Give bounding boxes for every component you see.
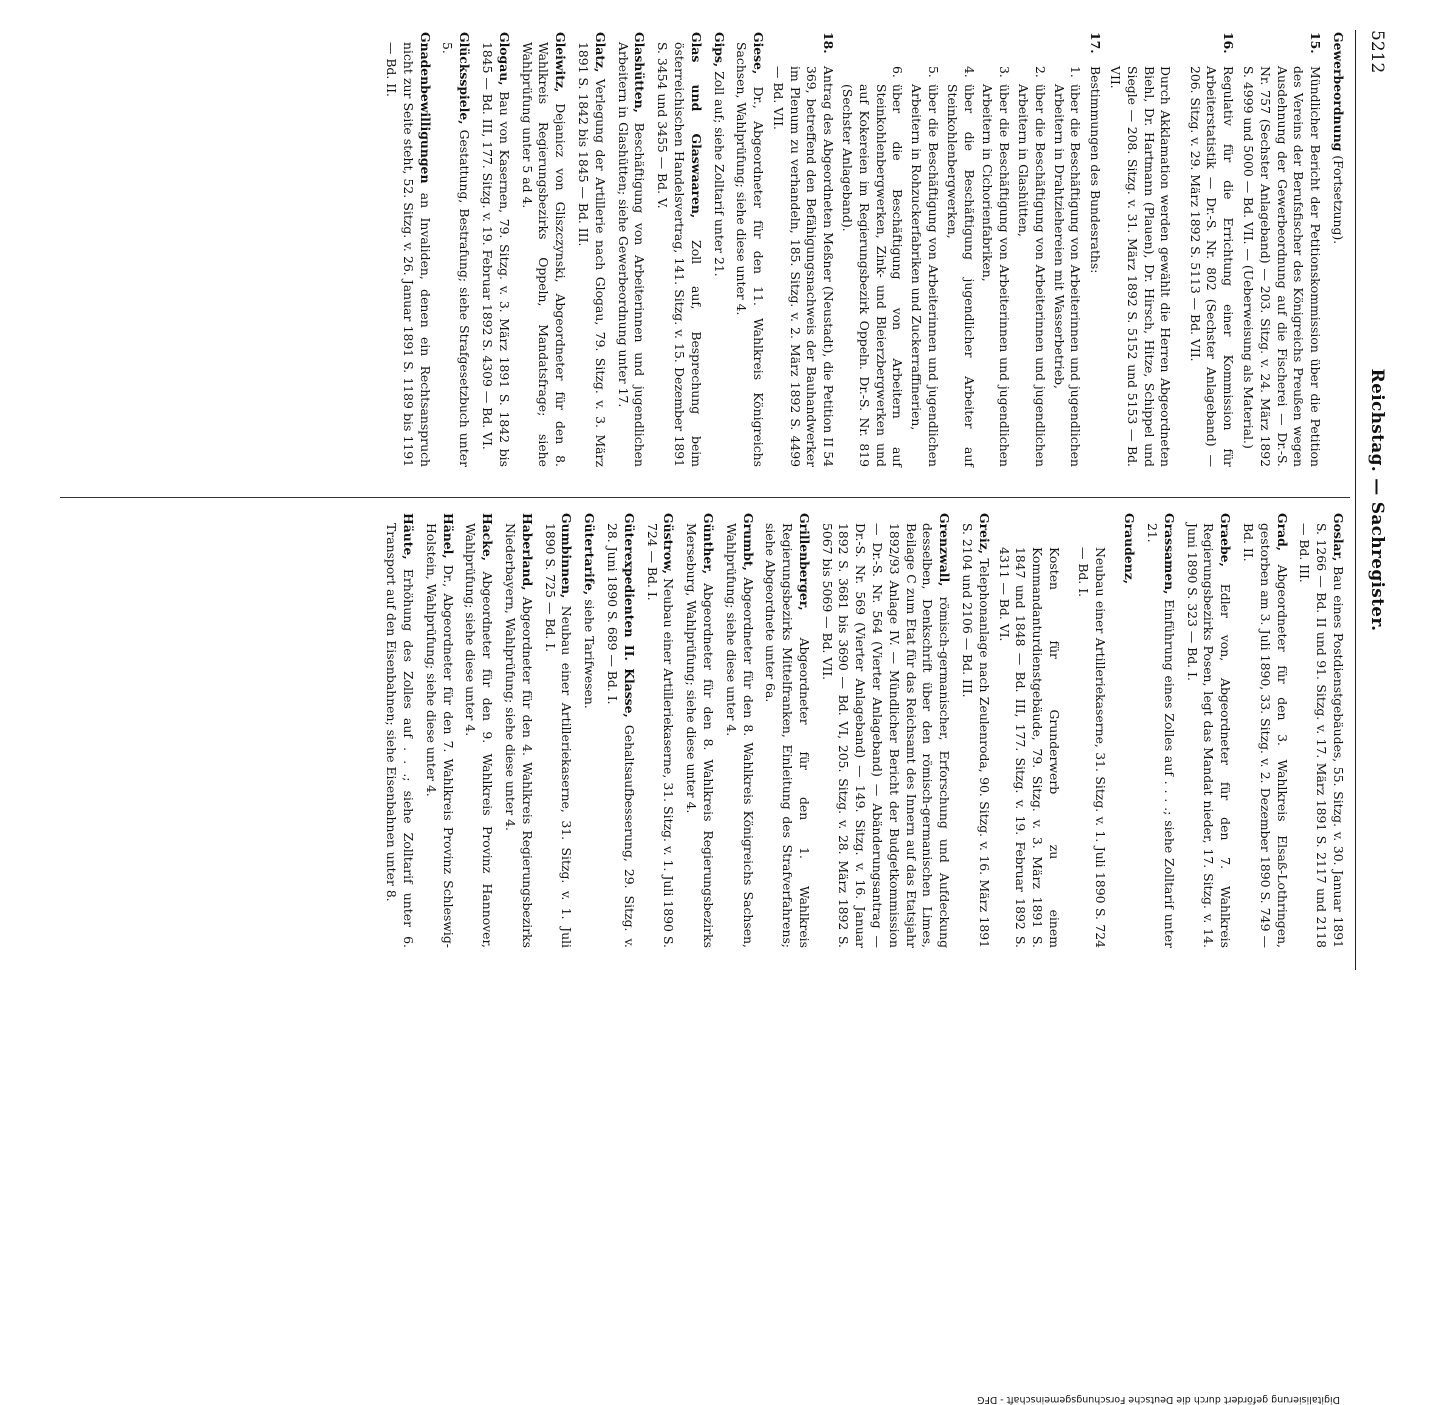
entry-guetertarife [580, 513, 597, 948]
entry-heading: Güterexpedienten II. Klasse, [621, 513, 637, 718]
entry-text: Telephonanlage nach Zeulenroda, 90. Sitzg. v. 16. März 1891 S. 2104 und 2106 — Bd. III. [960, 523, 992, 948]
entry-text: Gestattung, Bestrafung; siehe Strafgesetzbuch unter 5. [440, 42, 473, 467]
subentry-text: Bestimmungen des Bundesraths: [1088, 66, 1104, 274]
entry-heading: Glücksspiele, [457, 32, 473, 125]
entry-text: Zoll auf, Besprechung beim österreichischen Handelsvertrag, 141. Sitzg. v. 15. Dezember 1891 S. 3454 und 3455 — Bd. V. [655, 42, 704, 467]
entry-grassamen [1143, 513, 1177, 948]
entry-text: Abgeordneter für den 1. Wahlkreis Regierungsbezirks Mittelfranken, Einleitung des Strafverfahrens; siehe Abgeordnete unter 6a. [763, 523, 812, 948]
entry-graudenz-line: Kosten für Grunderwerb zu einem Kommandanturdienstgebäude, 79. Sitzg. v. 3. März 1891 S. 1847 und 1848 — Bd. III, 177. Sitzg. v. 19. Februar 1892 S. 4311 — Bd. VI. [996, 547, 1063, 948]
entry-heading: Günther, [700, 513, 716, 575]
subentry-number: 15. [1308, 32, 1324, 54]
subentry-17 [1086, 32, 1103, 467]
entry-goslar [1296, 513, 1346, 948]
entry-text: Dejanicz von Gliszczynski, Abgeordneter für den 8. Wahlkreis Regierungsbezirks Oppeln, Mandatsfrage; siehe Wahlprüfung unter 5 ad 4. [519, 42, 569, 467]
subentry-16 [1186, 32, 1236, 467]
entry-text: Abgeordneter für den 8. Wahlkreis Regierungsbezirks Merseburg, Wahlprüfung; siehe diese unter 4. [684, 523, 716, 948]
subentry-number: 16. [1221, 32, 1237, 54]
entry-text: Abgeordneter für den 9. Wahlkreis Provinz Hannover, Wahlprüfung; siehe diese unter 4. [463, 523, 496, 948]
entry-text: Bau von Kasernen, 79. Sitzg. v. 3. März 1891 S. 1842 bis 1845 — Bd. III, 177. Sitzg. v. 19. Februar 1892 S. 4309 — Bd. VI. [479, 42, 512, 467]
entry-heading: Glashütten, [632, 32, 648, 113]
entry-heading: Gewerbeordnung [1331, 32, 1346, 152]
entry-heading: Gumbinnen, [559, 513, 575, 599]
list-item [907, 66, 941, 467]
entry-graebe [1183, 513, 1233, 948]
column-divider [60, 497, 1350, 498]
entry-heading: Häute, [400, 513, 416, 560]
entry-heading: Grillenberger, [796, 513, 812, 611]
list-item-text: über die Beschäftigung jugendlicher Arbeiter auf Steinkohlenbergwerken, [944, 84, 977, 467]
entry-graudenz [1120, 513, 1137, 948]
entry-heading: Grad, [1274, 513, 1290, 552]
entry-text: Abgeordneter für den 4. Wahlkreis Regierungsbezirks Niederbayern, Wahlprüfung; siehe diese unter 4. [502, 523, 535, 948]
subentry-continuation: Durch Akklamation werden gewählt die Herren Abgeordneten Biehl, Dr. Hartmann (Plauen), Dr. Hirsch, Hitze, Schippel und Siegle — 208. Sitzg. v. 31. März 1892 S. 5152 und 5153 — Bd. VII. [1108, 66, 1174, 467]
entry-text: Verlegung der Artillerie nach Glogau, 79. Sitzg. v. 3. März 1891 S. 1842 bis 1845 — Bd. III. [575, 42, 608, 467]
page-number: 5212 [1367, 30, 1387, 74]
entry-guenther [682, 513, 716, 948]
list-item [1050, 66, 1084, 467]
entry-heading: Glogau, [496, 32, 512, 86]
subentry-text: Antrag des Abgeordneten Meßner (Neustadt), die Petition II 54 369, betreffend den Befähigungsnachweis der Bauhandwerker im Plenum zu verhandeln, 185. Sitzg. v. 2. März 1892 S. 4499 — Bd. VII. [770, 66, 837, 467]
entry-text: Dr., Abgeordneter für den 7. Wahlkreis Provinz Schleswig-Holstein, Wahlprüfung; siehe diese unter 4. [423, 523, 456, 948]
entry-heading: Glatz, [592, 32, 608, 73]
entry-heading: Greiz, [976, 513, 992, 555]
list-item-number: 3. [997, 66, 1013, 78]
entry-heading: Gnadenbewilligungen [417, 32, 433, 184]
entry-text: römisch-germanischer, Erforschung und Aufdeckung desselben, Denkschrift über den römisch-germanischen Limes, Beilage C zum Etat für das Reichsamt des Innern auf das Etatsjahr 1892/93 Anlage IV. — Mündlicher Bericht der Budgetkommission — Dr.-S. Nr. 564 (Vierter Anlageband) — Abänderungsantrag — Dr.-S. Nr. 569 (Vierter Anlageband) — 149. Sitzg. v. 16. Januar 1892 S. 3681 bis 3690 — Bd. VI, 205. Sitzg. v. 28. März 1892 S. 5067 bis 5069 — Bd. VII. [819, 523, 953, 948]
entry-haberland [501, 513, 535, 948]
entry-guestrow [643, 513, 677, 948]
list-item [979, 66, 1013, 467]
entry-greiz [958, 513, 992, 948]
entry-grumbt [722, 513, 756, 948]
entry-heading: Graebe, [1218, 513, 1234, 567]
entry-text: Beschäftigung von Arbeiterinnen und jugendlichen Arbeitern in Glashütten; siehe Gewerbeordnung unter 17. [615, 42, 648, 467]
entry-text: Neubau einer Artilleriekaserne, 31. Sitzg. v. 1. Juli 1890 S. 725 — Bd. I. [542, 523, 575, 948]
entry-text: Gehaltsaufbesserung, 29. Sitzg. v. 28. Juni 1890 S. 689 — Bd. I. [604, 523, 637, 948]
subentry-15 [1239, 32, 1323, 467]
entry-heading: Gleiwitz, [553, 32, 569, 93]
entry-grad [1239, 513, 1289, 948]
left-column [376, 32, 1346, 467]
entry-text: siehe Tarifwesen. [582, 595, 598, 709]
entry-glatz [574, 32, 608, 467]
entry-heading: Grumbt, [740, 513, 756, 571]
list-item [943, 66, 977, 467]
entry-heading: Gütertarife, [582, 513, 598, 596]
entry-gewerbeordnung [1329, 32, 1346, 467]
entry-text: Bau eines Postdienstgebäudes, 55. Sitzg. v. 30. Januar 1891 S. 1266 — Bd. II und 91. Sitzg. v. 17. März 1891 S. 2117 und 2118 — Bd. III. [1297, 523, 1346, 948]
entry-gluecksspiele [439, 32, 473, 467]
entry-graudenz-line: Neubau einer Artilleriekaserne, 31. Sitzg. v. 1. Juli 1890 S. 724 — Bd. I. [1076, 547, 1109, 948]
subentry-text: Mündlicher Bericht der Petitionskommission über die Petition des Vereins der Berufsfischer des Königreichs Preußen wegen Ausdehnung der Gewerbeordnung auf die Fischerei — Dr.-S. Nr. 757 (Sechster Anlageband) — 203. Sitzg. v. 24. März 1892 S. 4999 und 5000 — Bd. VII. — (Ueberweisung als Material.) [1241, 66, 1324, 467]
entry-giese [733, 32, 767, 467]
list-item-text: über die Beschäftigung von Arbeiterinnen und jugendlichen Arbeitern in Cichorienfabriken, [980, 84, 1013, 467]
right-column [376, 513, 1346, 948]
entry-grenzwall [818, 513, 952, 948]
list-item-number: 1. [1068, 66, 1084, 78]
subentry-18 [769, 32, 836, 467]
list-item-text: über die Beschäftigung von Arbeiterinnen und jugendlichen Arbeitern in Glashütten, [1016, 84, 1048, 467]
subentry-text: Regulativ für die Errichtung einer Kommission für Arbeiterstatistik — Dr.-S. Nr. 802 (Sechster Anlageband) — 206. Sitzg. v. 29. März 1892 S. 5113 — Bd. VII. [1187, 66, 1237, 467]
entry-text: Erhöhung des Zolles auf . . .; siehe Zolltarif unter 6. Transport auf den Eisenbahnen; siehe Eisenbahnen unter 8. [384, 523, 416, 948]
entry-gueterexpedienten [603, 513, 637, 948]
entry-text: Zoll auf; siehe Zolltarif unter 21. [711, 67, 727, 277]
entry-glashuetten [614, 32, 648, 467]
entry-gumbinnen [541, 513, 575, 948]
entry-text: (Fortsetzung). [1331, 151, 1346, 245]
entry-text: Abgeordneter für den 8. Wahlkreis Königreichs Sachsen, Wahlprüfung; siehe diese unter 4. [723, 523, 756, 948]
entry-hacke [462, 513, 496, 948]
entry-heading: Grenzwall, [937, 513, 953, 587]
list-item-number: 2. [1032, 66, 1048, 78]
entry-heading: Graudenz, [1122, 513, 1138, 585]
subentry-number: 17. [1088, 32, 1104, 54]
entry-gleiwitz [518, 32, 568, 467]
entry-heading: Grassamen, [1161, 513, 1177, 595]
entry-heading: Hänel, [440, 513, 456, 559]
header-rule [1355, 30, 1356, 970]
list-item [838, 66, 905, 467]
entry-text: Dr., Abgeordneter für den 11. Wahlkreis Königreichs Sachsen, Wahlprüfung; siehe diese unter 4. [734, 42, 767, 467]
entry-heading: Güstrow, [661, 513, 677, 575]
entry-heading: Gips, [711, 32, 727, 68]
entry-glas [653, 32, 703, 467]
entry-heading: Hacke, [480, 513, 496, 562]
entry-text: Neubau einer Artilleriekaserne, 31. Sitzg. v. 1. Juli 1890 S. 724 — Bd. I. [644, 523, 677, 948]
page-header [1361, 30, 1387, 970]
entry-text: Einführung eines Zolles auf . . . .; siehe Zolltarif unter 21. [1145, 523, 1177, 948]
list-item [1014, 66, 1048, 467]
entry-haeute [382, 513, 416, 948]
list-item-number: 5. [926, 66, 942, 78]
entry-heading: Giese, [751, 32, 767, 75]
list-item-number: 6. [890, 66, 906, 78]
entry-gnadenbewilligungen [382, 32, 432, 467]
list-item-text: über die Beschäftigung von Arbeitern auf Steinkohlenbergwerken, Zink- und Bleierzbergwerken und auf Kokereien im Regierungsbezirk Oppeln. Dr.-S. Nr. 819 (Sechster Anlageband). [840, 84, 906, 467]
entry-text: Edler von, Abgeordneter für den 7. Wahlkreis Regierungsbezirks Posen, legt das Mandat nieder, 17. Sitzg. v. 14. Juni 1890 S. 323 — Bd. I. [1184, 523, 1234, 948]
entry-heading: Goslar, [1331, 513, 1346, 562]
entry-grillenberger [762, 513, 812, 948]
entry-text: Abgeordneter für den 3. Wahlkreis Elsaß-Lothringen, gestorben am 3. Juli 1890, 33. Sitzg. v. 2. Dezember 1890 S. 749 — Bd. II. [1241, 523, 1290, 948]
entry-text: an Invaliden, denen ein Rechtsanspruch nicht zur Seite steht, 52. Sitzg. v. 26. Januar 1891 S. 1189 bis 1191 — Bd. II. [383, 42, 433, 467]
list-item-text: über die Beschäftigung von Arbeiterinnen und jugendlichen Arbeitern in Drahtziehereien mit Wasserbetrieb, [1051, 84, 1084, 467]
entry-heading: Haberland, [519, 513, 535, 591]
list-item-text: über die Beschäftigung von Arbeiterinnen und jugendlichen Arbeitern in Rohzuckerfabriken und Zuckerraffinerien, [909, 84, 942, 467]
entry-glogau [478, 32, 512, 467]
entry-gips [710, 32, 727, 467]
digitization-note: Digitalisierung gefördert durch die Deutsche Forschungsgemeinschaft - DFG [977, 1394, 1340, 1405]
list-item-number: 4. [961, 66, 977, 78]
subentry-number: 18. [821, 32, 837, 54]
running-title: Reichstag. — Sachregister. [1367, 368, 1387, 632]
entry-haenel [422, 513, 456, 948]
entry-heading: Glas und Glaswaaren, [688, 32, 704, 219]
